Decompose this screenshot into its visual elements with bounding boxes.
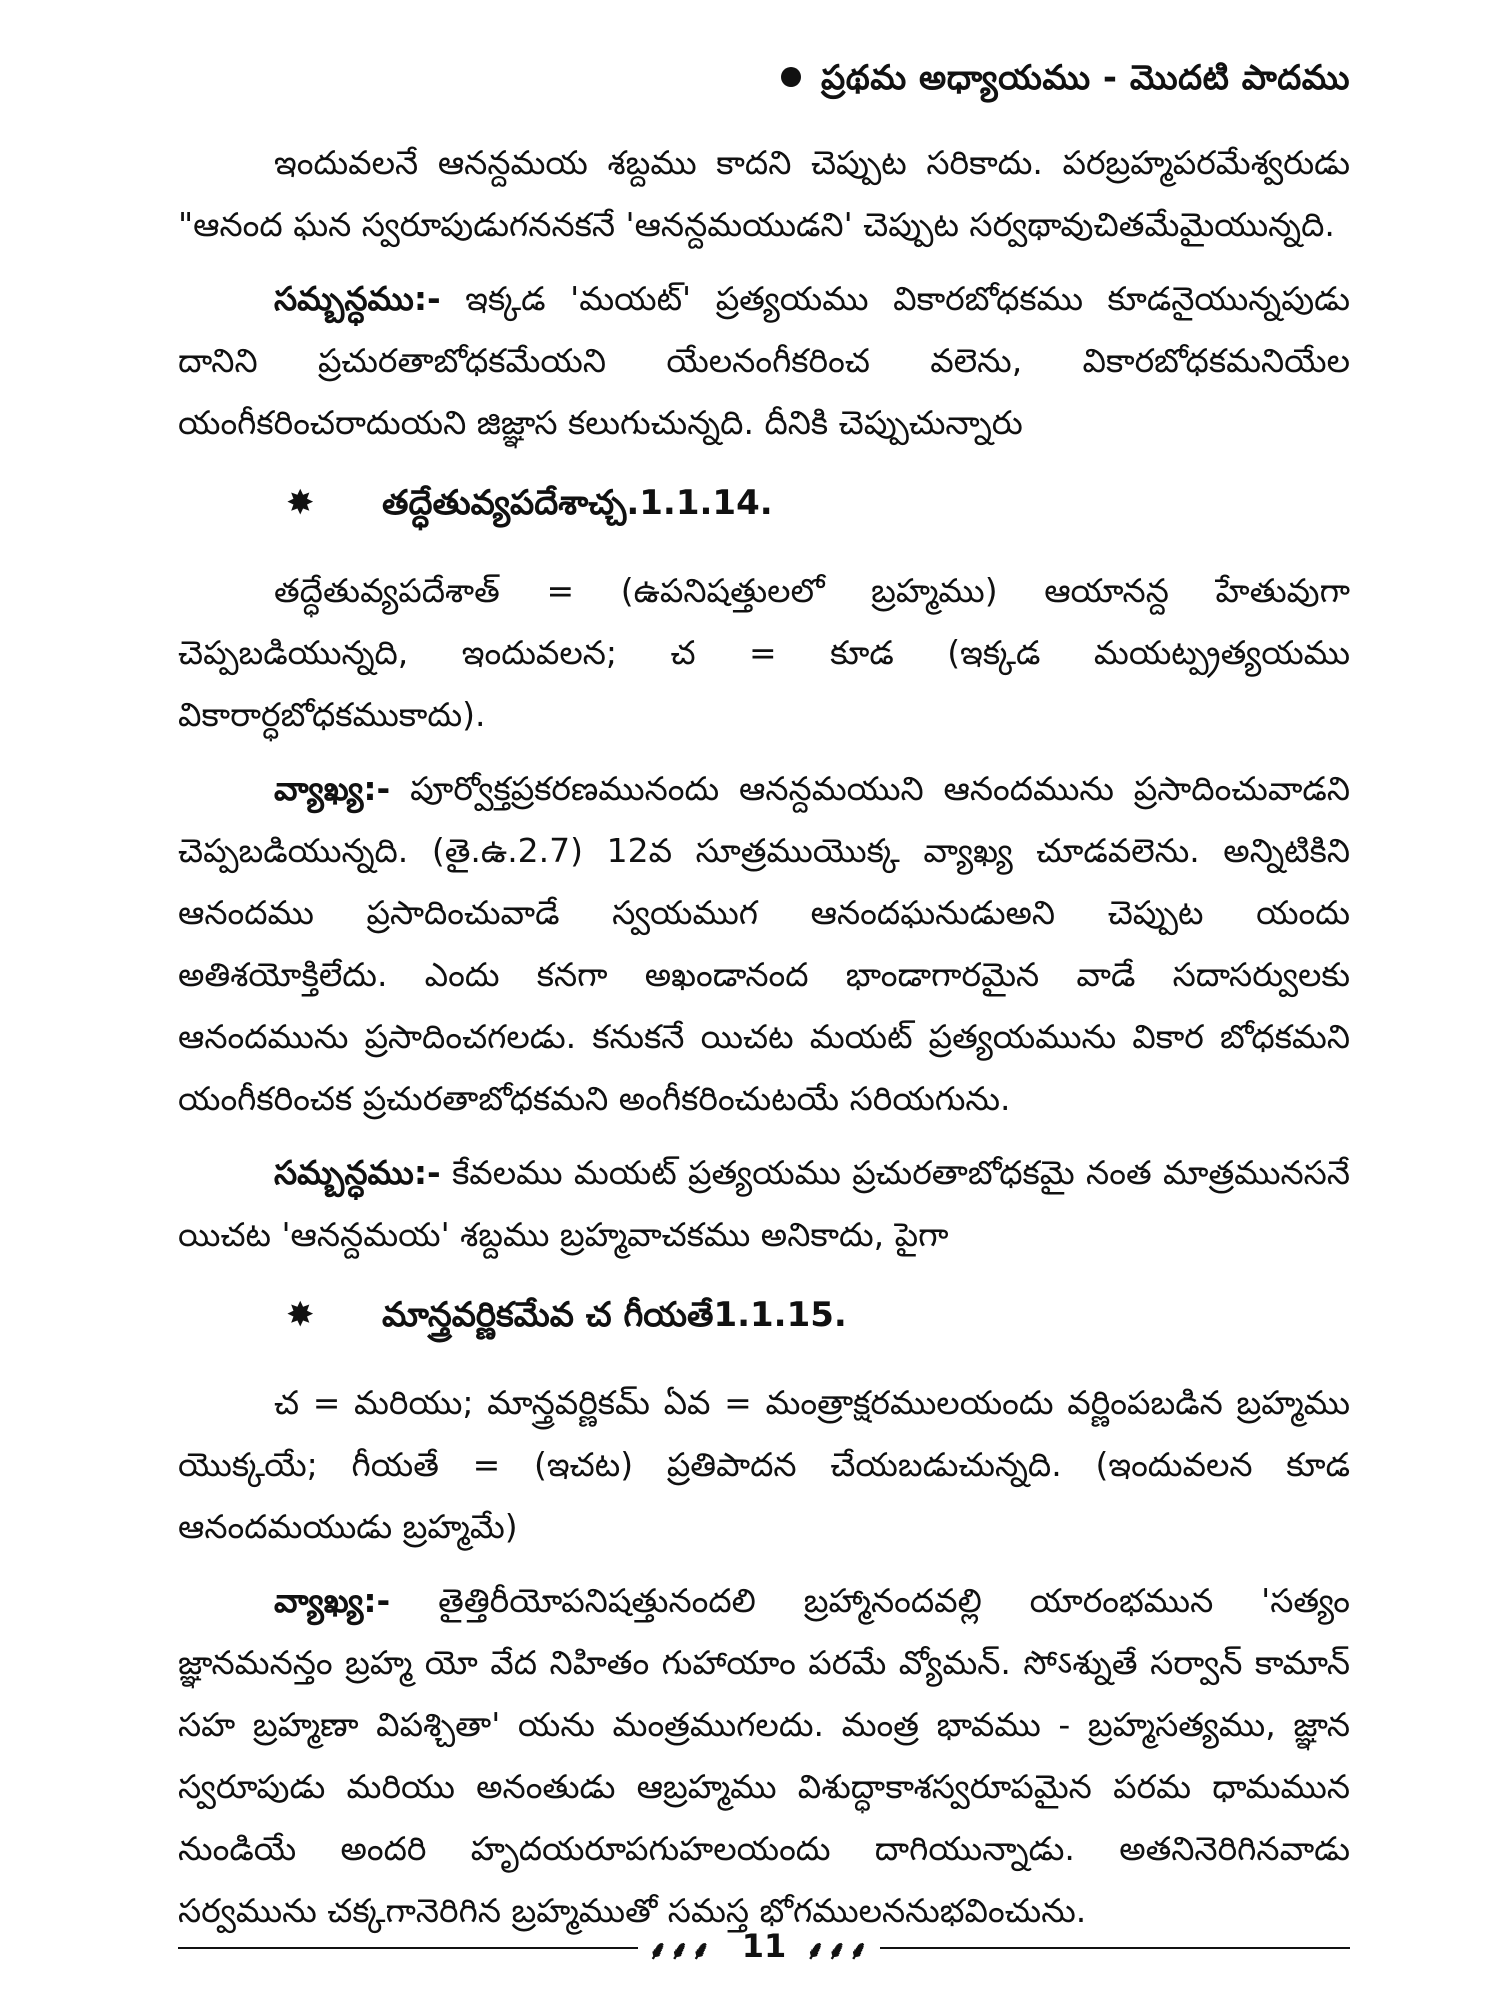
running-header-text: ప్రథమ అధ్యాయము - మొదటి పాదము — [821, 58, 1350, 98]
paragraph-text: ఇక్కడ 'మయట్' ప్రత్యయము వికారబోధకము కూడనైయున్నపుడు దానిని ప్రచురతాబోధకమేయని యేలనంగీకరించ వలెను, వికారబోధకమనియేల యంగీకరించరాదుయని జిజ్ఞాస కలుగుచున్నది. దీనికి చెప్పుచున్నారు — [178, 279, 1350, 442]
paragraph-text: కేవలము మయట్ ప్రత్యయము ప్రచురతాబోధకమై నంత మాత్రమునసనే యిచట 'ఆనన్దమయ' శబ్దము బ్రహ్మవాచకము అనికాదు, పైగా — [178, 1153, 1350, 1254]
paragraph-text: చ = మరియు; మాన్త్రవర్ణికమ్ ఏవ = మంత్రాక్షరములయందు వర్ణింపబడిన బ్రహ్మము యొక్కయే; గీయతే = (ఇచట) ప్రతిపాదన చేయబడుచున్నది. (ఇందువలన కూడ ఆనందమయుడు బ్రహ్మమే) — [178, 1383, 1350, 1546]
page-footer — [178, 1927, 1350, 1967]
page-number: 11 — [741, 1927, 787, 1965]
ornament-right-icon: ⸙⸙⸙ — [805, 1936, 870, 1966]
ornament-left-icon: ⸙⸙⸙ — [648, 1936, 713, 1966]
paragraph-3 — [178, 560, 1350, 746]
star-bullet-icon: ✸ — [286, 483, 315, 523]
paragraph-text: పూర్వోక్తప్రకరణమునందు ఆనన్దమయుని ఆనందమును ప్రసాదించువాడని చెప్పబడియున్నది. (తై.ఉ.2.7) 12వ సూత్రముయొక్క వ్యాఖ్య చూడవలెను. అన్నిటికిని ఆనందము ప్రసాదించువాడే స్వయముగ ఆనందఘనుడుఅని చెప్పుట యందు అతిశయోక్తిలేదు. ఎందు కనగా అఖండానంద భాండాగారమైన వాడే సదాసర్వులకు ఆనందమును ప్రసాదించగలడు. కనుకనే యిచట మయట్ ప్రత్యయమును వికార బోధకమని యంగీకరించక ప్రచురతాబోధకమని అంగీకరించుటయే సరియగును. — [178, 769, 1350, 1118]
paragraph-2 — [178, 268, 1350, 454]
paragraph-5 — [178, 1142, 1350, 1266]
running-header — [781, 58, 1350, 106]
paragraph-term: వ్యాఖ్య:- — [274, 1581, 391, 1620]
footer-rule-right — [880, 1947, 1350, 1949]
paragraph-4 — [178, 758, 1350, 1130]
paragraph-1 — [178, 132, 1350, 256]
paragraph-term: వ్యాఖ్య:- — [274, 769, 391, 808]
paragraph-term: సమ్బన్ధము:- — [274, 279, 441, 318]
sutra-text: మాన్త్రవర్ణికమేవ చ గీయతే1.1.15. — [382, 1295, 847, 1335]
star-bullet-icon: ✸ — [286, 1295, 315, 1335]
paragraph-text: తద్ధేతువ్యపదేశాత్ = (ఉపనిషత్తులలో బ్రహ్మము) ఆయానన్ద హేతువుగా చెప్పబడియున్నది, ఇందువలన; చ = కూడ (ఇక్కడ మయట్ప్రత్యయము వికారార్ధబోధకముకాదు). — [178, 571, 1350, 734]
bullet-dot-icon — [781, 67, 801, 87]
paragraph-text: తైత్తిరీయోపనిషత్తునందలి బ్రహ్మానందవల్లి యారంభమున 'సత్యం జ్ఞానమనన్తం బ్రహ్మ యో వేద నిహితం గుహాయాం పరమే వ్యోమన్. సోऽశ్నుతే సర్వాన్ కామాన్ సహ బ్రహ్మణా విపశ్చితా' యను మంత్రముగలదు. మంత్ర భావము - బ్రహ్మసత్యము, జ్ఞాన స్వరూపుడు మరియు అనంతుడు ఆబ్రహ్మము విశుద్ధాకాశస్వరూపమైన పరమ ధామమున నుండియే అందరి హృదయరూపగుహలయందు దాగియున్నాడు. అతనినెరిగినవాడు సర్వమును చక్కగానెరిగిన బ్రహ్మముతో సమస్త భోగములననుభవించును. — [178, 1581, 1350, 1930]
sutra-heading-1 — [178, 472, 1350, 534]
page-body — [178, 132, 1350, 1954]
paragraph-7 — [178, 1570, 1350, 1942]
paragraph-term: సమ్బన్ధము:- — [274, 1153, 441, 1192]
sutra-text: తద్ధేతువ్యపదేశాచ్చ.1.1.14. — [382, 483, 773, 523]
paragraph-6 — [178, 1372, 1350, 1558]
sutra-heading-2 — [178, 1284, 1350, 1346]
paragraph-text: ఇందువలనే ఆనన్దమయ శబ్దము కాదని చెప్పుట సరికాదు. పరబ్రహ్మపరమేశ్వరుడు "ఆనంద ఘన స్వరూపుడుగననకనే 'ఆనన్దమయుడని' చెప్పుట సర్వథావుచితమేమైయున్నది. — [178, 143, 1350, 244]
